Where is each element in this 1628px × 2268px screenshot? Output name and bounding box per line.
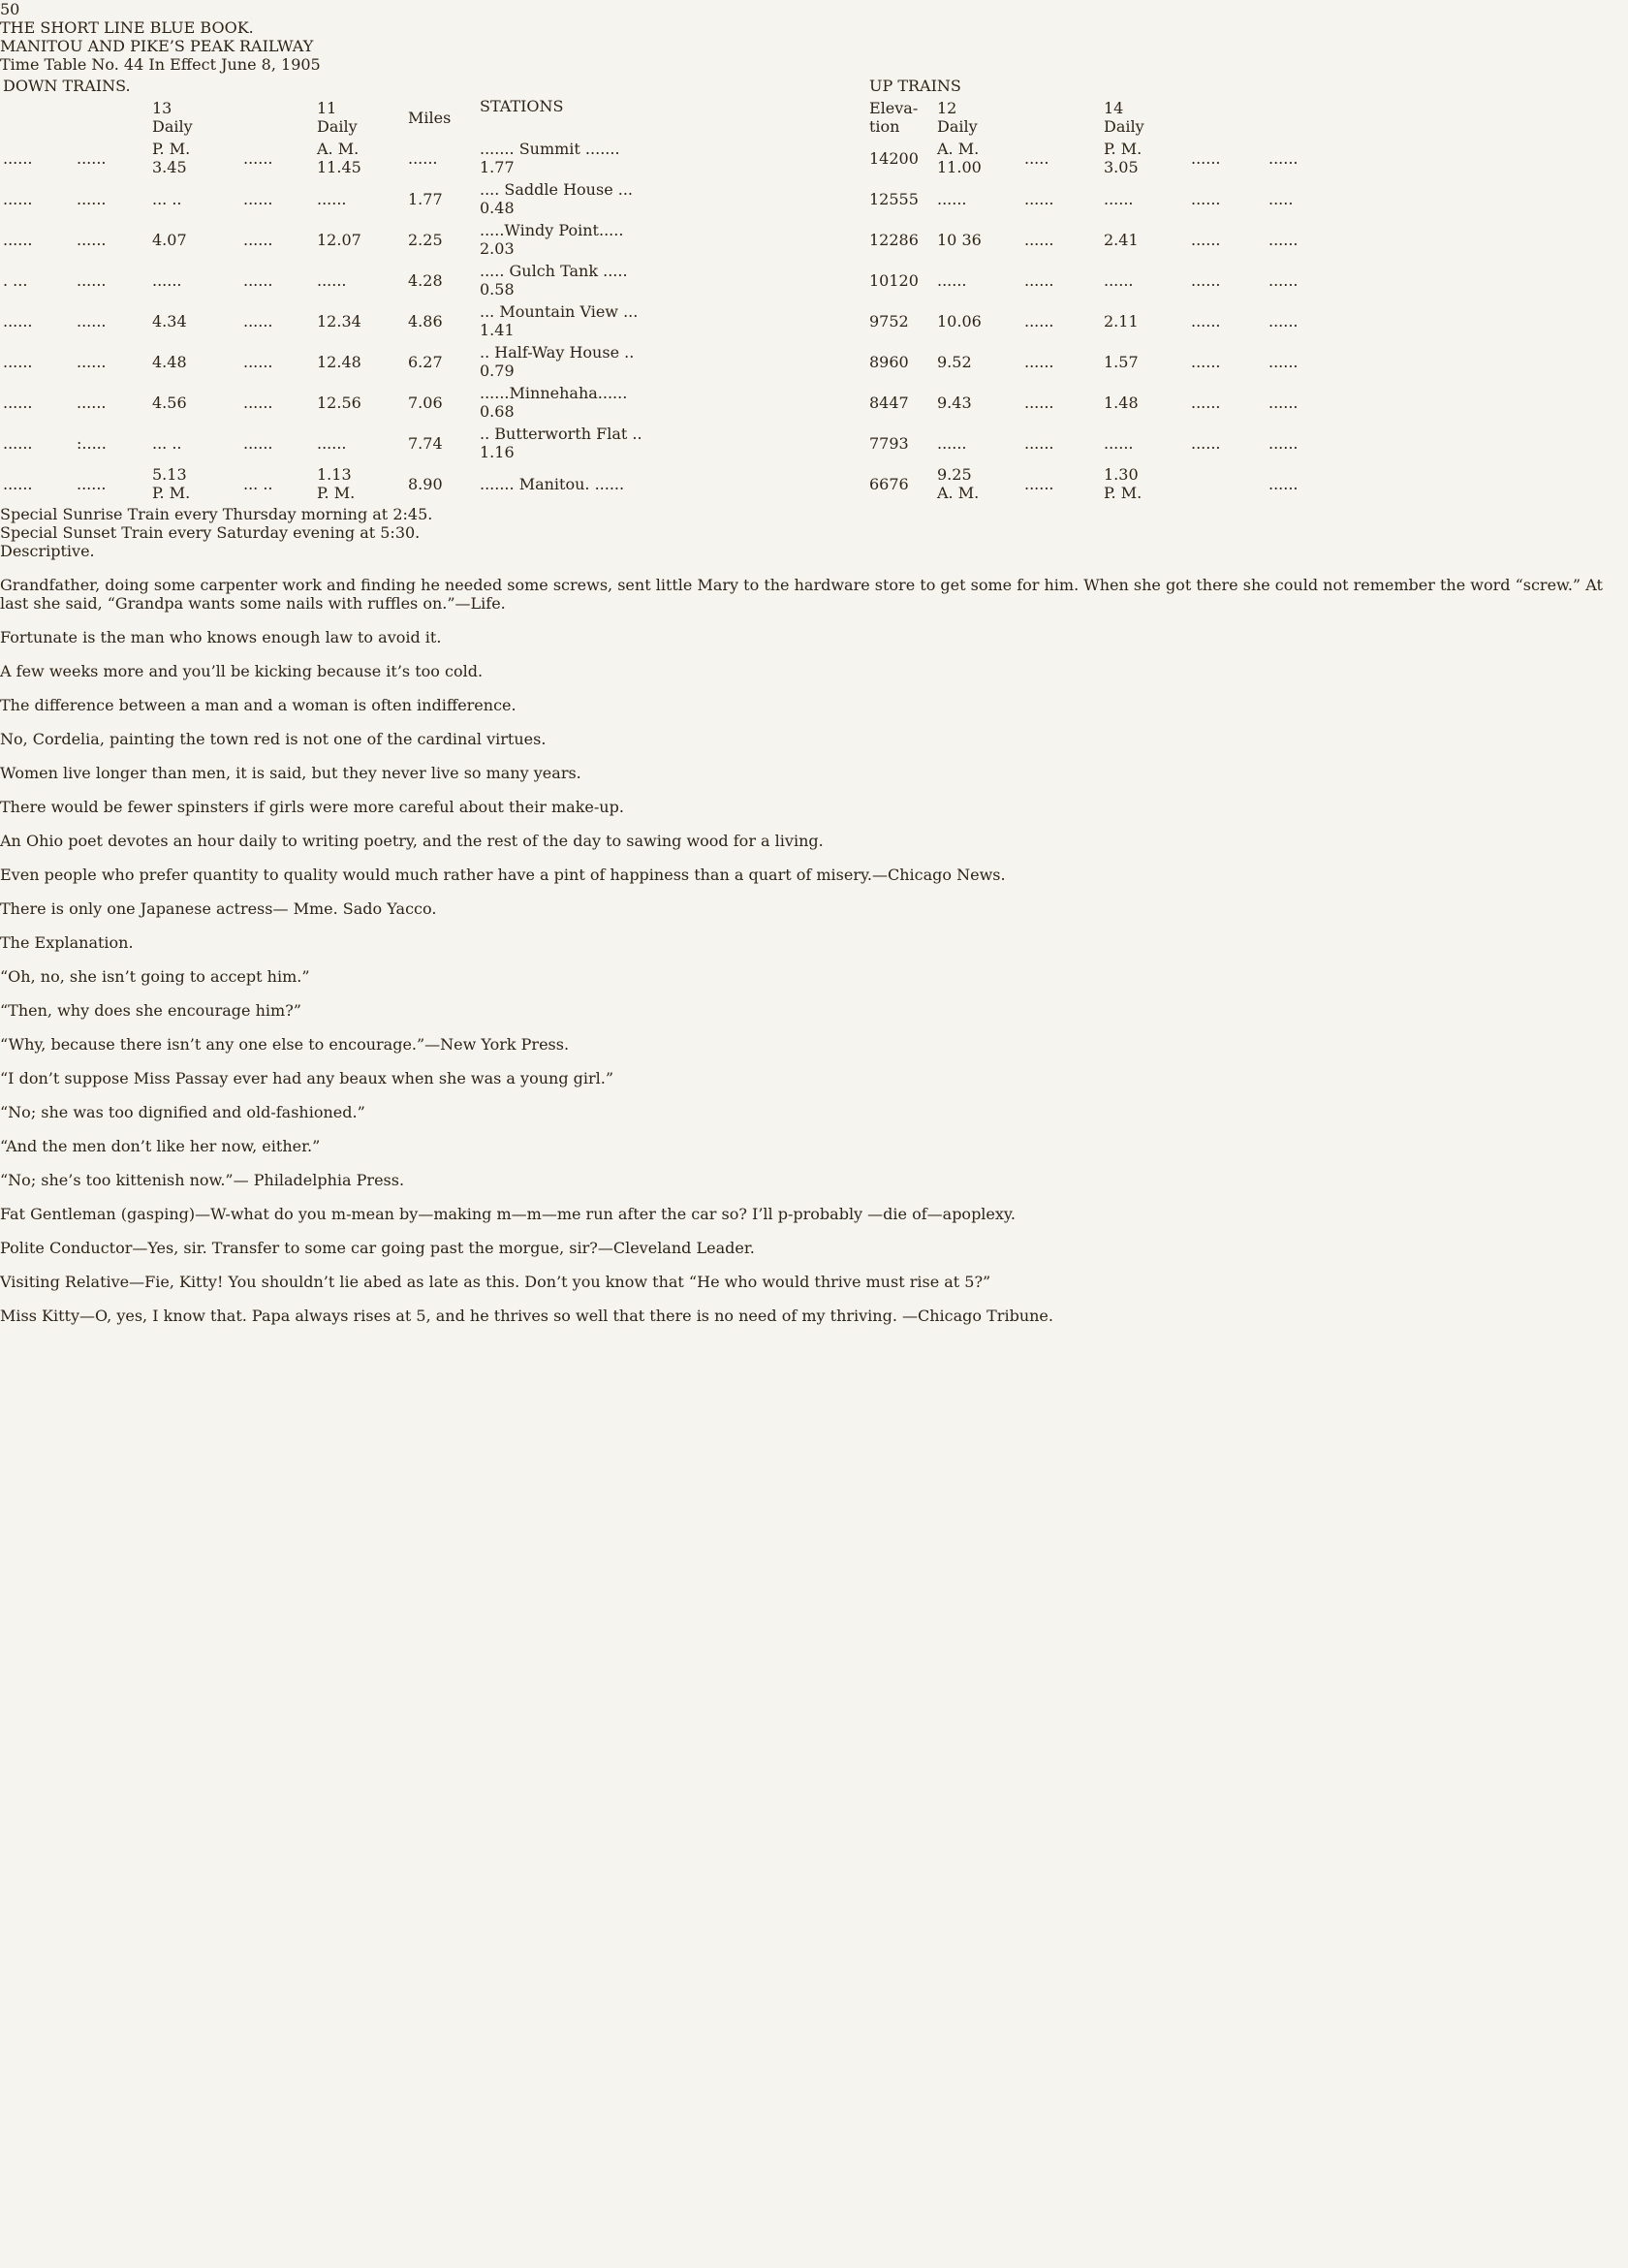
timetable-cell: 2.41 — [1104, 230, 1139, 249]
timetable-cell: ...... — [77, 270, 107, 290]
timetable-cell: ....... Summit ....... 1.77 — [480, 140, 620, 176]
timetable-cell: ...... — [3, 230, 33, 249]
timetable-cell: ... Mountain View ... 1.41 — [480, 302, 639, 339]
timetable-cell: 12555 — [869, 189, 919, 208]
timetable-cell: 9.25 A. M. — [937, 465, 980, 502]
paragraph: Fortunate is the man who knows enough law to avoid it. — [0, 628, 442, 646]
paragraph: Women live longer than men, it is said, but they never live so many years. — [0, 764, 581, 782]
timetable-cell: ... .. — [243, 474, 273, 493]
timetable-cell: ...... — [1191, 433, 1221, 453]
timetable-cell: ...... — [1104, 189, 1134, 208]
timetable-cell: .... Saddle House ... 0.48 — [480, 180, 633, 217]
timetable-cell: 1.13 P. M. — [317, 465, 356, 502]
timetable-cell: ...... — [3, 393, 33, 412]
timetable-effect-label: In Effect June 8, 1905 — [148, 55, 321, 74]
timetable-cell: 12.56 — [317, 393, 361, 412]
timetable-cell: ...... — [317, 189, 347, 208]
timetable-cell: ...... — [1268, 230, 1299, 249]
timetable-cell: ... .. — [152, 433, 182, 453]
page-number: 50 — [0, 0, 20, 18]
timetable-cell: 12286 — [869, 230, 919, 249]
timetable-cell: ...... — [408, 148, 438, 168]
paragraph: Grandfather, doing some carpenter work and finding he needed some screws, sent little Mary to the hardware store to get some for him. When she got there she could not remember the word “screw.” At last she said, “Grandpa wants some nails with ruffles on.”—Life. — [0, 576, 1603, 613]
article-heading-left: Descriptive. — [0, 542, 95, 560]
paragraph: An Ohio poet devotes an hour daily to writing poetry, and the rest of the day to sawing wood for a living. — [0, 832, 824, 850]
timetable-cell: ...... — [1024, 352, 1054, 371]
timetable-cell: ...... — [1024, 311, 1054, 331]
timetable-cell: ...... — [1104, 433, 1134, 453]
timetable-cell: ...... — [937, 189, 967, 208]
timetable-cell: ...... — [3, 189, 33, 208]
timetable-cell: 2.11 — [1104, 311, 1139, 331]
col-11-daily: 11 Daily — [317, 99, 358, 136]
timetable-cell: 10 36 — [937, 230, 982, 249]
timetable-cell: ...... — [1191, 270, 1221, 290]
timetable-cell: ...... — [243, 311, 273, 331]
timetable-cell: 7.06 — [408, 393, 443, 412]
paragraph: Polite Conductor—Yes, sir. Transfer to some car going past the morgue, sir?—Cleveland Leader. — [0, 1239, 755, 1257]
timetable-cell: 1.77 — [408, 189, 443, 208]
timetable-cell: 4.48 — [152, 352, 187, 371]
timetable-cell: ......Minnehaha...... 0.68 — [480, 384, 628, 421]
timetable-cell: P. M. 3.05 — [1104, 140, 1143, 176]
timetable-cell: ...... — [1104, 270, 1134, 290]
timetable-cell: ...... — [1268, 352, 1299, 371]
timetable-cell: :..... — [77, 433, 107, 453]
timetable-cell: 6.27 — [408, 352, 443, 371]
paragraph: “And the men don’t like her now, either.” — [0, 1137, 321, 1155]
paper-background — [25, 0, 1628, 2252]
timetable-cell: ...... — [1191, 230, 1221, 249]
timetable-cell: 7793 — [869, 433, 909, 453]
timetable-cell: 8960 — [869, 352, 909, 371]
col-miles: Miles — [408, 108, 452, 127]
timetable-cell: ...... — [317, 270, 347, 290]
timetable-cell: 9752 — [869, 311, 909, 331]
paragraph: There is only one Japanese actress— Mme. Sado Yacco. — [0, 899, 437, 918]
timetable-cell: ....... Manitou. ...... — [480, 474, 625, 493]
down-trains-header: DOWN TRAINS. — [3, 77, 131, 95]
paragraph: “No; she’s too kittenish now.”— Philadelphia Press. — [0, 1171, 405, 1189]
col-elevation: Eleva- tion — [869, 99, 919, 136]
timetable-cell: ...... — [243, 393, 273, 412]
timetable-cell: 4.86 — [408, 311, 443, 331]
paragraph: There would be fewer spinsters if girls were more careful about their make-up. — [0, 798, 624, 816]
timetable-cell: ...... — [243, 230, 273, 249]
timetable-cell: ...... — [243, 270, 273, 290]
timetable-cell: ...... — [1024, 230, 1054, 249]
timetable-cell: 1.30 P. M. — [1104, 465, 1143, 502]
timetable-cell: ...... — [1024, 189, 1054, 208]
timetable-cell: 2.25 — [408, 230, 443, 249]
up-trains-header: UP TRAINS — [869, 77, 961, 95]
timetable-cell: . ... — [3, 270, 28, 290]
timetable-cell: ...... — [77, 311, 107, 331]
timetable-cell: ...... — [152, 270, 182, 290]
timetable-cell: 5.13 P. M. — [152, 465, 191, 502]
timetable-cell: ...... — [243, 433, 273, 453]
timetable-cell: ...... — [77, 189, 107, 208]
timetable-cell: ...... — [1268, 270, 1299, 290]
timetable-cell: ...... — [3, 474, 33, 493]
timetable-cell: 12.48 — [317, 352, 361, 371]
timetable-cell: A. M. 11.45 — [317, 140, 361, 176]
timetable-cell: ...... — [1191, 311, 1221, 331]
timetable-cell: ...... — [3, 433, 33, 453]
timetable-cell: ...... — [77, 148, 107, 168]
timetable-cell: ...... — [1268, 311, 1299, 331]
timetable-cell: ...... — [77, 474, 107, 493]
timetable-cell: ...... — [317, 433, 347, 453]
timetable-cell: 4.28 — [408, 270, 443, 290]
timetable-cell: ...... — [937, 270, 967, 290]
railway-title: MANITOU AND PIKE’S PEAK RAILWAY — [0, 37, 314, 55]
timetable-cell: 10120 — [869, 270, 919, 290]
timetable-cell: ...... — [1024, 270, 1054, 290]
timetable-cell: ...... — [1024, 433, 1054, 453]
timetable-cell: ..... — [1268, 189, 1294, 208]
col-12-daily: 12 Daily — [937, 99, 978, 136]
paragraph: Miss Kitty—O, yes, I know that. Papa always rises at 5, and he thrives so well that there is no need of my thriving. —Chicago Tribune. — [0, 1307, 1053, 1325]
article-heading-right: The Explanation. — [0, 933, 134, 952]
timetable-cell: 9.52 — [937, 352, 972, 371]
paragraph: Fat Gentleman (gasping)—W-what do you m-mean by—making m—m—me run after the car so? I’ll p-probably —die of—apoplexy. — [0, 1205, 1016, 1223]
col-14-daily: 14 Daily — [1104, 99, 1144, 136]
timetable-cell: ...... — [1024, 393, 1054, 412]
timetable-cell: ..... — [1024, 148, 1049, 168]
paragraph: Visiting Relative—Fie, Kitty! You shouldn’t lie abed as late as this. Don’t you know that “He who would thrive must rise at 5?” — [0, 1273, 991, 1291]
timetable-cell: ...... — [3, 311, 33, 331]
timetable-cell: 4.07 — [152, 230, 187, 249]
timetable-cell: ... .. — [152, 189, 182, 208]
paragraph: “Why, because there isn’t any one else to encourage.”—New York Press. — [0, 1035, 570, 1054]
timetable-number-label: Time Table No. 44 — [0, 55, 144, 74]
timetable-cell: 8447 — [869, 393, 909, 412]
paragraph: “Oh, no, she isn’t going to accept him.” — [0, 967, 310, 986]
timetable-cell: ...... — [77, 352, 107, 371]
timetable-cell: ...... — [937, 433, 967, 453]
timetable-cell: ...... — [1268, 474, 1299, 493]
timetable-cell: 7.74 — [408, 433, 443, 453]
timetable-cell: A. M. 11.00 — [937, 140, 982, 176]
timetable-cell: 1.48 — [1104, 393, 1139, 412]
timetable-cell: ...... — [243, 189, 273, 208]
timetable-cell: 12.34 — [317, 311, 361, 331]
timetable-cell: 8.90 — [408, 474, 443, 493]
paragraph: Even people who prefer quantity to quality would much rather have a pint of happiness than a quart of misery.—Chicago News. — [0, 866, 1006, 884]
timetable-cell: 4.34 — [152, 311, 187, 331]
paragraph: “I don’t suppose Miss Passay ever had any beaux when she was a young girl.” — [0, 1069, 614, 1087]
timetable-cell: ...... — [77, 230, 107, 249]
timetable-cell: 14200 — [869, 148, 919, 168]
running-title: THE SHORT LINE BLUE BOOK. — [0, 18, 254, 37]
paragraph: “No; she was too dignified and old-fashioned.” — [0, 1103, 365, 1121]
paragraph: The difference between a man and a woman is often indifference. — [0, 696, 517, 714]
timetable-cell: 12.07 — [317, 230, 361, 249]
timetable-cell: ...... — [1191, 352, 1221, 371]
timetable-cell: .....Windy Point..... 2.03 — [480, 221, 624, 258]
col-13-daily: 13 Daily — [152, 99, 193, 136]
timetable-cell: ...... — [1191, 148, 1221, 168]
timetable-cell: ...... — [243, 148, 273, 168]
timetable-cell: 10.06 — [937, 311, 982, 331]
timetable-cell: ...... — [1268, 148, 1299, 168]
timetable-cell: 6676 — [869, 474, 909, 493]
timetable-cell: ...... — [3, 148, 33, 168]
timetable-cell: 9.43 — [937, 393, 972, 412]
timetable-cell: 4.56 — [152, 393, 187, 412]
timetable-cell: 1.57 — [1104, 352, 1139, 371]
timetable-cell: ...... — [243, 352, 273, 371]
sunset-train-note: Special Sunset Train every Saturday evening at 5:30. — [0, 523, 421, 542]
paragraph: No, Cordelia, painting the town red is not one of the cardinal virtues. — [0, 730, 547, 748]
stations-header: STATIONS — [480, 97, 564, 115]
sunrise-train-note: Special Sunrise Train every Thursday morning at 2:45. — [0, 505, 433, 523]
paragraph: “Then, why does she encourage him?” — [0, 1001, 301, 1020]
timetable-cell: .. Half-Way House .. 0.79 — [480, 343, 635, 380]
timetable-cell: ...... — [1268, 433, 1299, 453]
timetable-cell: ...... — [3, 352, 33, 371]
timetable-cell: ...... — [1024, 474, 1054, 493]
timetable-cell: ...... — [1191, 189, 1221, 208]
paragraph: A few weeks more and you’ll be kicking because it’s too cold. — [0, 662, 484, 680]
timetable-cell: ...... — [1191, 393, 1221, 412]
timetable-cell: ..... Gulch Tank ..... 0.58 — [480, 262, 628, 299]
timetable-cell: P. M. 3.45 — [152, 140, 191, 176]
timetable-cell: .. Butterworth Flat .. 1.16 — [480, 425, 642, 461]
timetable-cell: ...... — [1268, 393, 1299, 412]
timetable-cell: ...... — [77, 393, 107, 412]
